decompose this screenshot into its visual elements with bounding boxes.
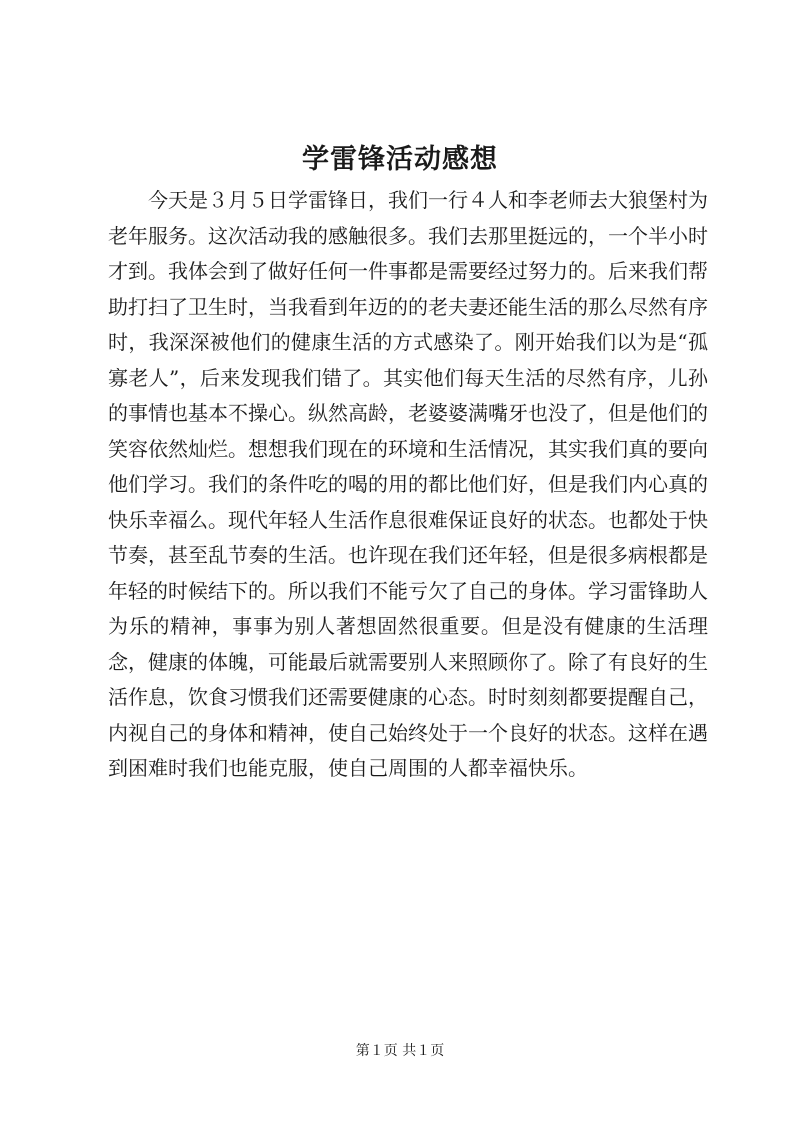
body-paragraph: 今天是３月５日学雷锋日，我们一行４人和李老师去大狼堡村为老年服务。这次活动我的感触很多。我们去那里挺远的，一个半小时才到。我体会到了做好任何一件事都是需要经过努力的。后来我们帮助打扫了卫生时，当我看到年迈的的老夫妻还能生活的那么尽然有序时，我深深被他们的健康生活的方式感染了。刚开始我们以为是“孤寡老人”，后来发现我们错了。其实他们每天生活的尽然有序，儿孙的事情也基本不操心。纵然高龄，老婆婆满嘴牙也没了，但是他们的笑容依然灿烂。想想我们现在的环境和生活情况，其实我们真的要向他们学习。我们的条件吃的喝的用的都比他们好，但是我们内心真的快乐幸福么。现代年轻人生活作息很难保证良好的状态。也都处于快节奏，甚至乱节奏的生活。也许现在我们还年轻，但是很多病根都是年轻的时候结下的。所以我们不能亏欠了自己的身体。学习雷锋助人为乐的精神，事事为别人著想固然很重要。但是没有健康的生活理念，健康的体魄，可能最后就需要别人来照顾你了。除了有良好的生活作息，饮食习惯我们还需要健康的心态。时时刻刻都要提醒自己，内视自己的身体和精神，使自己始终处于一个良好的状态。这样在遇到困难时我们也能克服，使自己周围的人都幸福快乐。 [108,188,708,780]
page-title: 学雷锋活动感想 [302,144,498,175]
page-footer: 第１页 共１页 [355,1043,445,1059]
